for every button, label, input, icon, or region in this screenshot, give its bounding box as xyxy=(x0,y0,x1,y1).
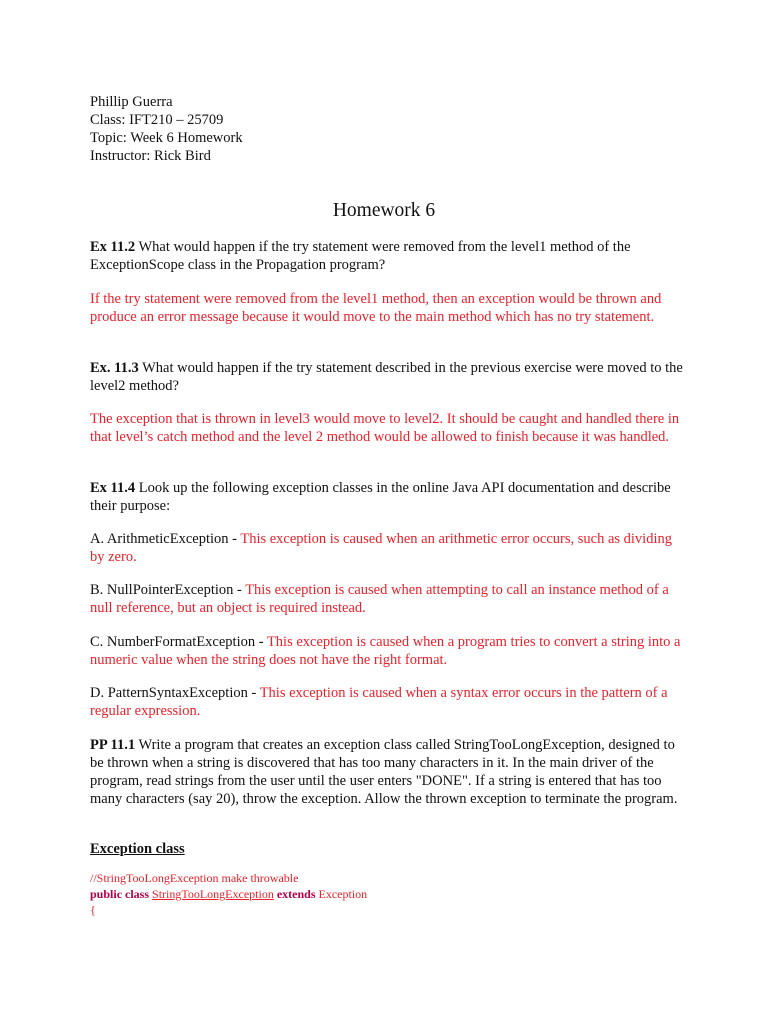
keyword-public: public xyxy=(90,887,123,901)
code-open-brace xyxy=(90,903,96,918)
item-d-desc: This exception is caused when a syntax error occurs in the pattern of a regular expression. xyxy=(90,685,668,719)
exception-class-heading xyxy=(90,840,690,858)
ex114-item-a xyxy=(90,530,690,566)
ex114-item-d xyxy=(90,684,690,720)
item-c-desc: This exception is caused when a program tries to convert a string into a numeric value when the string does not have the right format. xyxy=(90,634,681,668)
class-line: Class: IFT210 – 25709 xyxy=(90,112,224,128)
item-b-name: B. NullPointerException - xyxy=(90,582,246,598)
ex112-question xyxy=(90,238,690,274)
item-a-desc: This exception is caused when an arithmetic error occurs, such as dividing by zero. xyxy=(90,531,672,565)
ex114-label: Ex 11.4 xyxy=(90,480,136,496)
pp111-text: Write a program that creates an exception class called StringTooLongException, designed to be thrown when a string is discovered that has too many characters in it. In the main driver of the program, read strings from the user until the user enters "DONE". If a string is entered that has too many characters (say 20), throw the exception. Allow the thrown exception to terminate the program. xyxy=(90,737,678,807)
ex113-question-text: What would happen if the try statement described in the previous exercise were moved to the level2 method? xyxy=(90,360,683,394)
ex114-item-c xyxy=(90,633,690,669)
ex114-question xyxy=(90,479,690,515)
code-brace: { xyxy=(90,903,96,917)
code-class-declaration xyxy=(90,887,367,902)
item-d-name: D. PatternSyntaxException - xyxy=(90,685,260,701)
ex112-answer: If the try statement were removed from the level1 method, then an exception would be thrown and produce an error message because it would move to the main method which has no try statement. xyxy=(90,291,662,325)
ex113-question xyxy=(90,359,690,395)
keyword-extends: extends xyxy=(276,887,316,901)
code-comment-text: //StringTooLongException make throwable xyxy=(90,871,299,885)
ex112-label: Ex 11.2 xyxy=(90,239,136,255)
code-class-name: StringTooLongException xyxy=(152,887,274,901)
ex114-item-b xyxy=(90,581,690,617)
student-name: Phillip Guerra xyxy=(90,94,173,110)
item-a-name: A. ArithmeticException - xyxy=(90,531,241,547)
ex112-question-text: What would happen if the try statement were removed from the level1 method of the ExceptionScope class in the Propagation program? xyxy=(90,239,631,273)
exception-class-heading-text: Exception class xyxy=(90,841,185,857)
ex114-question-text: Look up the following exception classes in the online Java API documentation and describe their purpose: xyxy=(90,480,671,514)
pp111-label: PP 11.1 xyxy=(90,737,136,753)
item-b-desc: This exception is caused when attempting to call an instance method of a null reference, but an object is required instead. xyxy=(90,582,669,616)
ex113-answer: The exception that is thrown in level3 would move to level2. It should be caught and handled there in that level’s catch method and the level 2 method would be allowed to finish because it was handled. xyxy=(90,411,680,445)
keyword-class: class xyxy=(125,887,150,901)
item-c-name: C. NumberFormatException - xyxy=(90,634,267,650)
code-super-name: Exception xyxy=(318,887,368,901)
ex113-label: Ex. 11.3 xyxy=(90,360,139,376)
pp111-prompt xyxy=(90,736,690,808)
topic-line: Topic: Week 6 Homework xyxy=(90,130,243,146)
code-comment xyxy=(90,871,298,886)
header-block xyxy=(90,93,243,165)
instructor-line: Instructor: Rick Bird xyxy=(90,148,211,164)
page-title: Homework 6 xyxy=(332,200,436,221)
